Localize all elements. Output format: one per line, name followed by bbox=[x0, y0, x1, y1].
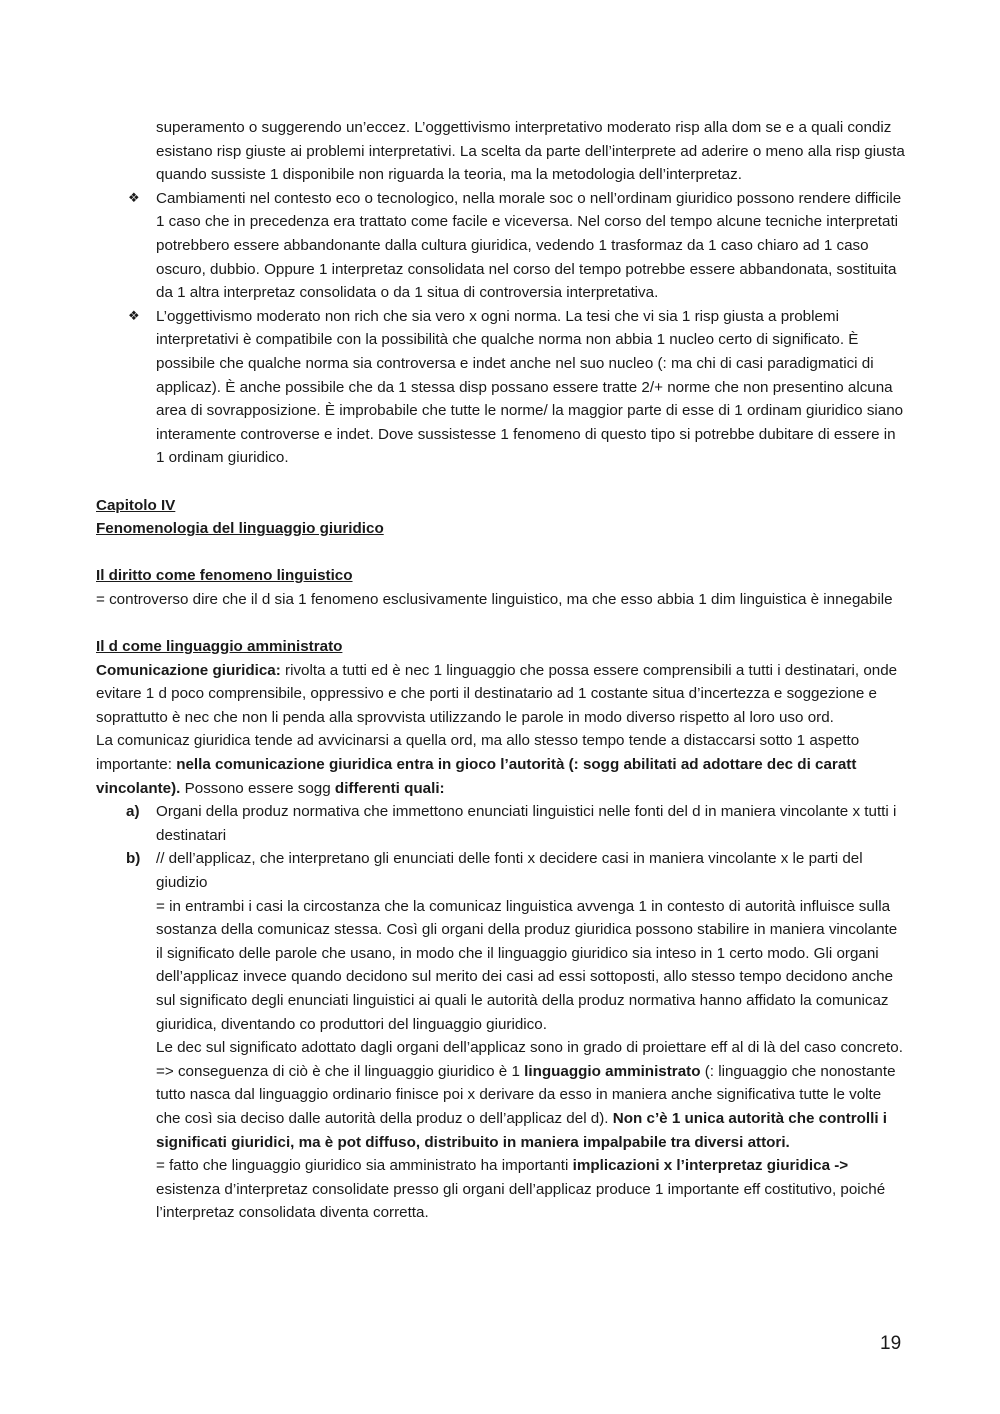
text-run: = fatto che linguaggio giuridico sia amministrato ha importanti bbox=[156, 1157, 573, 1175]
subparagraph: = in entrambi i casi la circostanza che la comunicaz linguistica avvenga 1 in contesto di autorità influisce sulla sostanza della comunicaz stessa. Così gli organi della produz giuridica possono stabilire in maniera vincolante il significato delle parole che usano, in modo che il linguaggio giuridico sia inteso in 1 certo modo. Gli organi dell’applicaz invece quando decidono sul merito dei casi ad essi sottoposti, allo stesso tempo decidono anche sul significato degli enunciati linguistici ai quali le autorità della produz normativa hanno affidato la comunicaz giuridica, diventando co produttori del linguaggio giuridico. bbox=[156, 897, 898, 1033]
section-heading: Il d come linguaggio amministrato bbox=[96, 638, 343, 656]
diamond-bullet-icon: ❖ bbox=[128, 308, 140, 324]
bold-run: implicazioni x l’interpretaz giuridica -> bbox=[572, 1157, 849, 1175]
comm-text: rivolta a tutti ed è nec 1 linguaggio che possa essere comprensibili a tutti i destinatari, onde evitare 1 d poco comprensibile, oppressivo e che porti il destinatario ad 1 costante situa d’incertezza e soggezione e soprattutto è nec che non li penda alla sprovvista utilizzando le parole in modo diverso rispetto al loro uso ord. bbox=[96, 661, 898, 726]
chapter-label: Capitolo IV bbox=[96, 496, 176, 514]
section-text: = controverso dire che il d sia 1 fenomeno esclusivamente linguistico, ma che esso abbia 1 dim linguistica è innegabile bbox=[96, 590, 893, 608]
bold-run: linguaggio amministrato bbox=[524, 1062, 701, 1080]
list-text: // dell’applicaz, che interpretano gli enunciati delle fonti x decidere casi in maniera vincolante x le parti del giudizio bbox=[156, 850, 863, 891]
bullet-item bbox=[96, 187, 906, 305]
bold-run: differenti quali: bbox=[334, 779, 445, 797]
bullet-item bbox=[96, 305, 906, 470]
bold-run: Non c’è 1 unica autorità che controlli i significati giuridici, ma è pot diffuso, distribuito in maniera impalpabile tra diversi attori. bbox=[156, 1109, 888, 1151]
chapter-title: Fenomenologia del linguaggio giuridico bbox=[96, 520, 384, 538]
list-item bbox=[96, 847, 906, 894]
page-number: 19 bbox=[880, 1333, 902, 1354]
comm-label: Comunicazione giuridica: bbox=[96, 661, 281, 679]
diamond-bullet-icon: ❖ bbox=[128, 190, 140, 206]
comm-paragraph bbox=[96, 659, 906, 730]
text-run: Possono essere sogg bbox=[180, 779, 335, 797]
intro-paragraph: superamento o suggerendo un’eccez. L’oggettivismo interpretativo moderato risp alla dom se e a quali condiz esistano risp giuste ai problemi interpretativi. La scelta da parte dell’interprete ad aderire o meno alla risp giusta quando sussiste 1 disponibile non riguarda la teoria, ma la metodologia dell’interpretaz. bbox=[156, 119, 905, 184]
bullet-text: Cambiamenti nel contesto eco o tecnologico, nella morale soc o nell’ordinam giuridico possono rendere difficile 1 caso che in precedenza era trattato come facile e viceversa. Nel corso del tempo alcune tecniche interpretati potrebbero essere abbandonante dalla cultura giuridica, vedendo 1 trasformaz da 1 caso chiaro ad 1 caso oscuro, dubbio. Oppure 1 interpretaz consolidata nel corso del tempo potrebbe essere abbandonata, sostituita da 1 altra interpretaz consolidata o da 1 situa di controversia interpretativa. bbox=[156, 189, 902, 302]
text-run: (: linguaggio che nonostante tutto nasca dal linguaggio ordinario finisce poi x derivare da esso in maniera anche significativa tutte le volte che così sia deciso dalle autorità della produz o dell’applicaz del d). bbox=[156, 1062, 896, 1127]
authority-paragraph bbox=[96, 729, 906, 800]
list-marker: b) bbox=[126, 850, 141, 868]
text-run: Le dec sul significato adottato dagli organi dell’applicaz sono in grado di proiettare eff al di là del caso concreto. => conseguenza di ciò è che il linguaggio giuridico è 1 bbox=[156, 1039, 903, 1080]
subparagraph bbox=[96, 1036, 906, 1154]
subparagraph bbox=[96, 1154, 906, 1225]
list-marker: a) bbox=[126, 803, 140, 821]
bullet-text: L’oggettivismo moderato non rich che sia vero x ogni norma. La tesi che vi sia 1 risp giusta a problemi interpretativi è compatibile con la possibilità che qualche norma non abbia 1 nucleo certo di significato. È possibile che qualche norma sia controversa e indet anche nel suo nucleo (: ma chi di casi paradigmatici di applicaz). È anche possibile che da 1 stessa disp possano essere tratte 2/+ norme che non presentino alcuna area di sovrapposizione. È improbabile che tutte le norme/ la maggior parte di esse di 1 ordinam giuridico siano interamente controverse e indet. Dove sussistesse 1 fenomeno di questo tipo si potrebbe dubitare di essere in 1 ordinam giuridico. bbox=[156, 307, 904, 467]
document-page bbox=[96, 116, 906, 1225]
bold-run: nella comunicazione giuridica entra in gioco l’autorità (: sogg abilitati ad adottare dec di caratt vincolante). bbox=[96, 756, 857, 797]
section-heading: Il diritto come fenomeno linguistico bbox=[96, 567, 353, 585]
list-text: Organi della produz normativa che immettono enunciati linguistici nelle fonti del d in maniera vincolante x tutti i destinatari bbox=[156, 803, 897, 844]
list-item bbox=[96, 800, 906, 847]
text-run: La comunicaz giuridica tende ad avvicinarsi a quella ord, ma allo stesso tempo tende a distaccarsi sotto 1 aspetto importante: bbox=[96, 732, 860, 774]
text-run: esistenza d’interpretaz consolidate presso gli organi dell’applicaz produce 1 importante eff costitutivo, poiché l’interpretaz consolidata diventa corretta. bbox=[156, 1180, 886, 1222]
